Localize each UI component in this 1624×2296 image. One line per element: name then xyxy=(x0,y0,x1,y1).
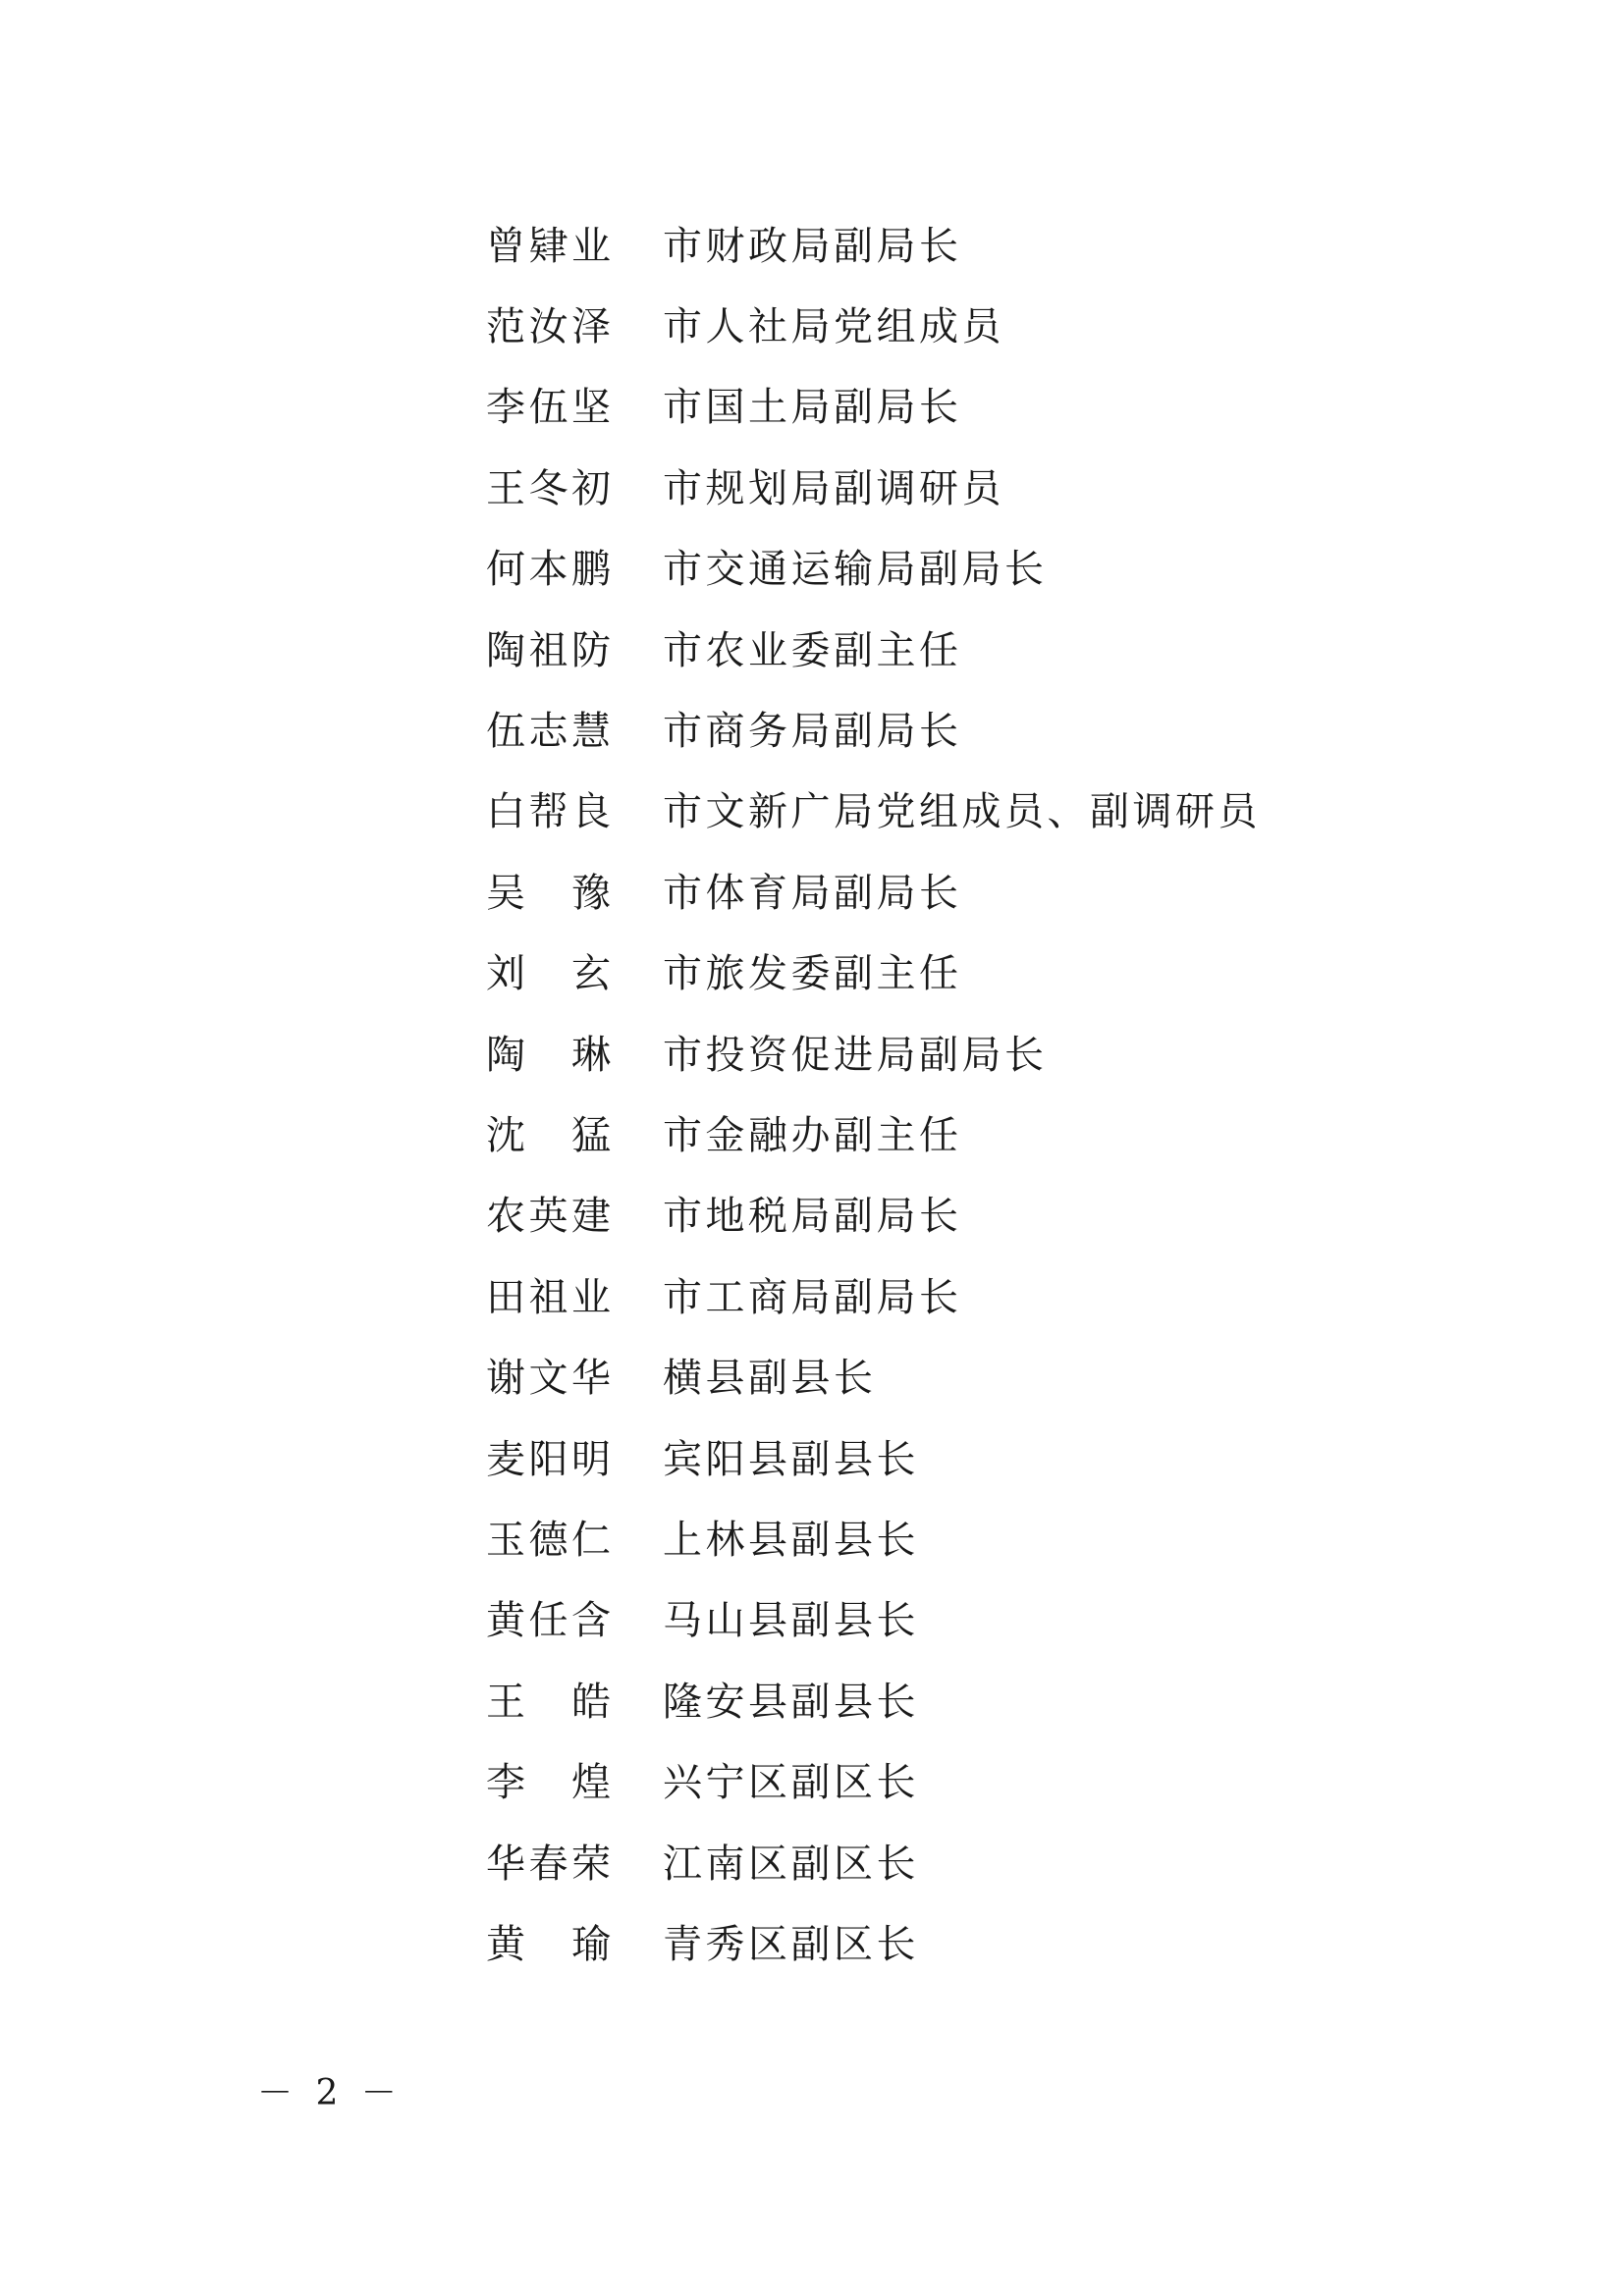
person-title: 市文新广局党组成员、副调研员 xyxy=(663,789,1261,835)
list-item xyxy=(486,364,1468,445)
person-title: 马山县副县长 xyxy=(663,1598,919,1644)
list-item xyxy=(486,283,1468,363)
person-title: 宾阳县副县长 xyxy=(663,1436,919,1482)
person-name: 麦阳明 xyxy=(486,1436,615,1482)
person-title: 市财政局副局长 xyxy=(663,223,962,269)
list-item xyxy=(486,1738,1468,1819)
person-title: 市交通运输局副局长 xyxy=(663,547,1048,593)
list-item xyxy=(486,1658,1468,1738)
list-item xyxy=(486,849,1468,930)
person-name: 陶 琳 xyxy=(486,1032,615,1078)
list-item xyxy=(486,1496,1468,1576)
list-item xyxy=(486,1577,1468,1658)
person-name: 华春荣 xyxy=(486,1841,615,1887)
person-title: 市旅发委副主任 xyxy=(663,951,962,997)
person-name: 玉德仁 xyxy=(486,1517,615,1563)
personnel-list xyxy=(486,202,1468,1982)
list-item xyxy=(486,607,1468,687)
person-name: 何本鹏 xyxy=(486,547,615,593)
person-title: 市地税局副局长 xyxy=(663,1194,962,1240)
person-name: 沈 猛 xyxy=(486,1112,615,1158)
list-item xyxy=(486,1092,1468,1172)
person-title: 隆安县副县长 xyxy=(663,1679,919,1725)
list-item xyxy=(486,1415,1468,1496)
list-item xyxy=(486,931,1468,1011)
person-title: 市体育局副局长 xyxy=(663,870,962,916)
list-item xyxy=(486,1173,1468,1254)
person-title: 横县副县长 xyxy=(663,1356,877,1402)
person-title: 市投资促进局副局长 xyxy=(663,1032,1048,1078)
list-item xyxy=(486,1011,1468,1092)
person-title: 市规划局副调研员 xyxy=(663,465,1004,511)
person-name: 范汝泽 xyxy=(486,304,615,350)
list-item xyxy=(486,202,1468,283)
person-title: 市金融办副主任 xyxy=(663,1112,962,1158)
person-title: 市国土局副局长 xyxy=(663,385,962,431)
list-item xyxy=(486,1820,1468,1900)
person-name: 刘 玄 xyxy=(486,951,615,997)
person-name: 黄 瑜 xyxy=(486,1921,615,1967)
list-item xyxy=(486,526,1468,607)
person-name: 黄任含 xyxy=(486,1598,615,1644)
person-name: 谢文华 xyxy=(486,1356,615,1402)
person-title: 市农业委副主任 xyxy=(663,627,962,673)
person-name: 王 皓 xyxy=(486,1679,615,1725)
page-number: － 2 － xyxy=(257,2073,403,2113)
list-item xyxy=(486,445,1468,525)
person-name: 曾肄业 xyxy=(486,223,615,269)
list-item xyxy=(486,1900,1468,1981)
person-title: 市人社局党组成员 xyxy=(663,304,1004,350)
person-name: 农英建 xyxy=(486,1194,615,1240)
list-item xyxy=(486,1254,1468,1334)
person-name: 陶祖防 xyxy=(486,627,615,673)
person-name: 吴 豫 xyxy=(486,870,615,916)
person-title: 市工商局副局长 xyxy=(663,1274,962,1320)
list-item xyxy=(486,769,1468,849)
list-item xyxy=(486,687,1468,768)
person-name: 白帮良 xyxy=(486,789,615,835)
person-name: 王冬初 xyxy=(486,465,615,511)
person-title: 上林县副县长 xyxy=(663,1517,919,1563)
person-name: 伍志慧 xyxy=(486,709,615,755)
person-title: 青秀区副区长 xyxy=(663,1921,919,1967)
person-name: 李 煌 xyxy=(486,1760,615,1806)
person-name: 田祖业 xyxy=(486,1274,615,1320)
list-item xyxy=(486,1334,1468,1415)
person-name: 李伍坚 xyxy=(486,385,615,431)
person-title: 江南区副区长 xyxy=(663,1841,919,1887)
person-title: 兴宁区副区长 xyxy=(663,1760,919,1806)
person-title: 市商务局副局长 xyxy=(663,709,962,755)
